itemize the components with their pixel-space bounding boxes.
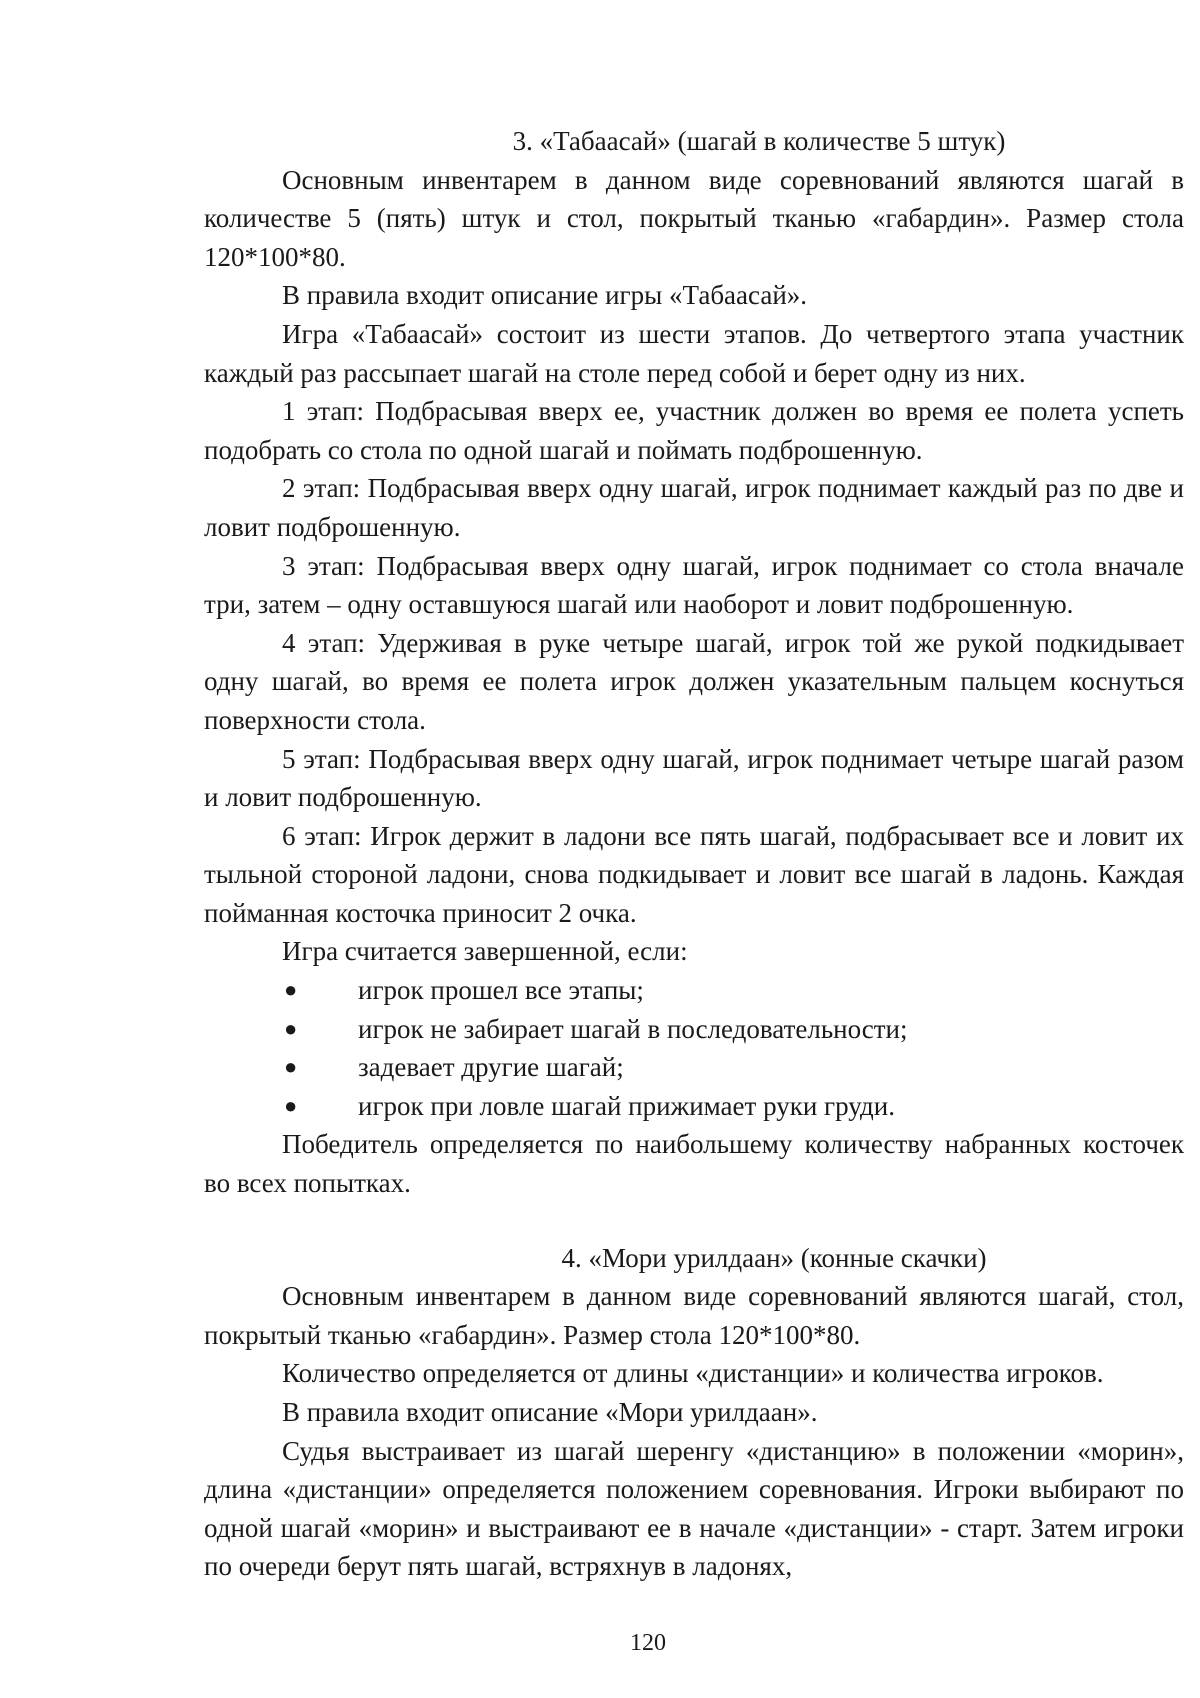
list-item-text: игрок при ловле шагай прижимает руки груди. — [358, 1090, 895, 1121]
page-content — [204, 122, 1184, 1586]
list-item — [204, 1087, 1184, 1126]
list-item — [204, 971, 1184, 1010]
bullet-icon: ● — [284, 977, 298, 1003]
section-3-heading: 3. «Табаасай» (шагай в количестве 5 штук) — [512, 126, 1006, 156]
section-4-paragraph-1: Основным инвентарем в данном виде соревнований являются шагай, стол, покрытый тканью «габардин». Размер стола 120*100*80. — [204, 1281, 1184, 1350]
section-4-paragraph-2: Количество определяется от длины «дистанции» и количества игроков. — [282, 1358, 1104, 1389]
section-3-paragraph-3: Игра «Табаасай» состоит из шести этапов. До четвертого этапа участник каждый раз рассыпает шагай на столе перед собой и берет одну из них. — [204, 318, 1184, 388]
section-3-stage-1: 1 этап: Подбрасывая вверх ее, участник должен во время ее полета успеть подобрать со стола по одной шагай и поймать подброшенную. — [204, 396, 1184, 465]
section-4-paragraph-3: В правила входит описание «Мори урилдаан». — [282, 1397, 818, 1427]
bullet-icon: ● — [284, 1015, 298, 1041]
section-3-stage-5: 5 этап: Подбрасывая вверх одну шагай, игрок поднимает четыре шагай разом и ловит подброшенную. — [204, 743, 1184, 813]
page-number: 120 — [630, 1630, 666, 1656]
list-item-text: игрок не забирает шагай в последовательности; — [358, 1013, 908, 1044]
bullet-icon: ● — [284, 1092, 298, 1118]
bullet-icon: ● — [284, 1054, 298, 1080]
section-4-heading: 4. «Мори урилдаан» (конные скачки) — [561, 1242, 987, 1273]
section-3-paragraph-2: В правила входит описание игры «Табаасай». — [282, 280, 808, 311]
list-item-text: игрок прошел все этапы; — [358, 975, 644, 1006]
section-3-stage-2: 2 этап: Подбрасывая вверх одну шагай, игрок поднимает каждый раз по две и ловит подброшенную. — [204, 473, 1184, 542]
section-3-stage-4: 4 этап: Удерживая в руке четыре шагай, игрок той же рукой подкидывает одну шагай, во время ее полета игрок должен указательным пальцем коснуться поверхности стола. — [204, 627, 1184, 735]
section-3-winner-paragraph: Победитель определяется по наибольшему количеству набранных косточек во всех попытках. — [204, 1129, 1184, 1199]
section-4-paragraph-4: Судья выстраивает из шагай шеренгу «дистанцию» в положении «морин», длина «дистанции» определяется положением соревнования. Игроки выбирают по одной шагай «морин» и выстраивают ее в начале «дистанции» - старт. Затем игроки по очереди берут пять шагай, встряхнув в ладонях, — [204, 1435, 1184, 1582]
completion-conditions-list — [204, 971, 1184, 1125]
section-3-completion-intro: Игра считается завершенной, если: — [282, 936, 688, 967]
list-item-text: задевает другие шагай; — [358, 1052, 624, 1083]
list-item — [204, 1010, 1184, 1049]
section-3-paragraph-1: Основным инвентарем в данном виде соревнований являются шагай в количестве 5 (пять) штук и стол, покрытый тканью «габардин». Размер стола 120*100*80. — [204, 164, 1184, 272]
section-3-stage-3: 3 этап: Подбрасывая вверх одну шагай, игрок поднимает со стола вначале три, затем – одну оставшуюся шагай или наоборот и ловит подброшенную. — [204, 550, 1184, 620]
section-3-stage-6: 6 этап: Игрок держит в ладони все пять шагай, подбрасывает все и ловит их тыльной стороной ладони, снова подкидывает и ловит все шагай в ладонь. Каждая пойманная косточка приносит 2 очка. — [204, 820, 1184, 928]
list-item — [204, 1048, 1184, 1087]
